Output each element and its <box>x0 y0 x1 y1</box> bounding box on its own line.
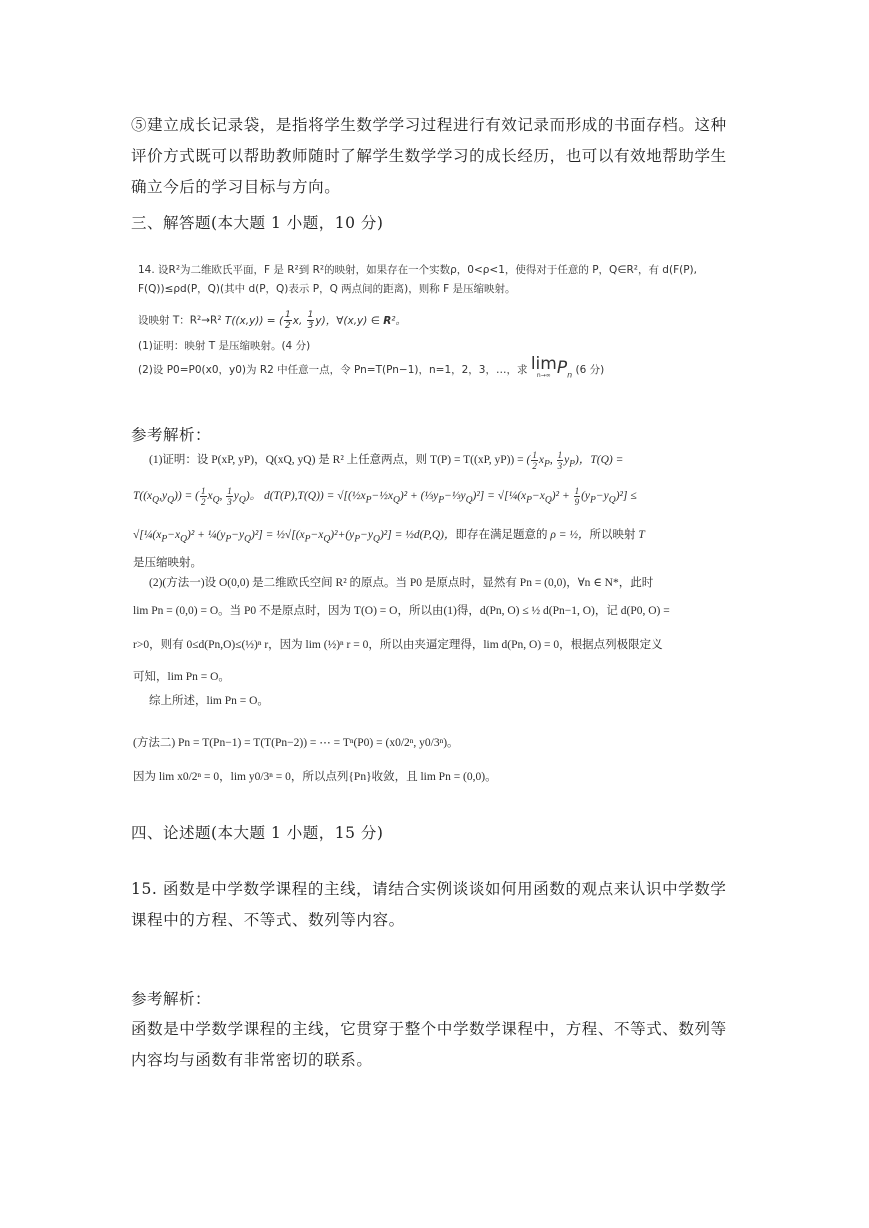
section-heading-4: 四、论述题(本大题 1 小题，15 分) <box>131 824 384 842</box>
solution-line-5: 是压缩映射。 <box>133 557 202 569</box>
solution-line-3: $√[\frac{1}{4}(x_P-x_Q)^2$ + $\frac{1}{4}(y_P-y_Q)^2$] = $\frac{1}{2}√[(x_P-x_Q)^2+(y_P-y_Q)^2]$ = ½d(P,Q)，即存在满足题意的 ρ = ½，所以映射 T <box>133 529 645 545</box>
question-15: 15. 函数是中学数学课程的主线，请结合实例谈谈如何用函数的观点来认识中学数学课程中的方程、不等式、数列等内容。 <box>131 880 727 929</box>
solution-line-8: r>0，则有 0≤d(Pn,O)≤(½)ⁿ r，因为 lim (½)ⁿ r = 0，所以由夹逼定理得，lim d(Pn, O) = 0，根据点列极限定义 <box>133 639 663 651</box>
question-14-line-4: (1)证明：映射 T 是压缩映射。(4 分) <box>138 340 311 352</box>
section-heading-3: 三、解答题(本大题 1 小题，10 分) <box>131 214 384 232</box>
question-14-part-2-score: (6 分) <box>575 364 605 376</box>
question-14-line-1: 14. 设R²为二维欧氏平面，F 是 R²到 R²的映射，如果存在一个实数ρ，0<ρ<1，使得对于任意的 P，Q∈R²，有 d(F(P), <box>138 264 697 276</box>
limit-symbol: lim n→∞ <box>530 354 557 379</box>
solution-line-9: 可知，lim Pn = O。 <box>133 671 230 683</box>
question-14-line-5 <box>138 354 605 383</box>
solution-line-11: (方法二) Pn = T(Pn−1) = T(T(Pn−2)) = ⋯ = Tⁿ(P0) = (x0/2ⁿ, y0/3ⁿ)。 <box>133 737 459 749</box>
mapping-definition-label: 设映射 T：R²→R² <box>138 314 222 327</box>
solution-line-7: lim Pn = (0,0) = O。当 P0 不是原点时，因为 T(O) = O，所以由(1)得，d(Pn, O) ≤ ½ d(Pn−1, O)，记 d(P0, O) = <box>133 605 670 617</box>
question-14-part-2-text: (2)设 P0=P0(x0，y0)为 R2 中任意一点，令 Pn=T(Pn−1)，n=1，2，3，…，求 <box>138 364 528 376</box>
answer-15: 函数是中学数学课程的主线，它贯穿于整个中学数学课程中，方程、不等式、数列等内容均与函数有非常密切的联系。 <box>131 1020 727 1069</box>
question-14-line-3 <box>138 310 406 331</box>
reference-label-2: 参考解析： <box>131 990 212 1008</box>
paragraph-growth-portfolio: ⑤建立成长记录袋，是指将学生数学学习过程进行有效记录而形成的书面存档。这种评价方式既可以帮助教师随时了解学生数学学习的成长经历，也可以有效地帮助学生确立今后的学习目标与方向。 <box>131 116 727 196</box>
solution-line-2: $T((x_Q,y_Q))$ = ( $\frac{1}{2}$ $x_Q$, $\frac{1}{3}$ $y_Q$)。 $d(T(P),T(Q)) = √[(\frac{1}{2}x_P-\frac{1}{2}x_Q)^2$ + $(\frac{1}{3}y_P-\frac{1}{3}y_Q)^2$] = $√[\frac{1}{4}(x_P-x_Q)^2$ + $\frac{1}{9}$ $(y_P-y_Q)^2$] ≤ <box>133 486 637 507</box>
reference-label-1: 参考解析： <box>131 426 212 444</box>
mapping-formula: T((x,y)) = ( $\frac{1}{2}$ x, $\frac{1}{3}$ y)，∀(x,y) ∈ R²。 <box>224 310 406 331</box>
question-14-image <box>138 262 738 402</box>
solution-line-6: (2)(方法一)设 O(0,0) 是二维欧氏空间 R² 的原点。当 P0 是原点时，显然有 Pn = (0,0)，∀n ∈ N*，此时 <box>149 577 654 589</box>
question-14-line-2: F(Q))≤ρd(P，Q)(其中 d(P，Q)表示 P，Q 两点间的距离)，则称 F 是压缩映射。 <box>138 283 516 295</box>
limit-target: $P_n$ <box>556 358 573 380</box>
solution-line-12: 因为 lim x0/2ⁿ = 0，lim y0/3ⁿ = 0，所以点列{Pn}收敛，且 lim Pn = (0,0)。 <box>133 771 497 783</box>
solution-line-1-text: (1)证明：设 P(xP, yP)，Q(xQ, yQ) 是 R² 上任意两点，则 T(P) = T((xP, yP)) = <box>149 454 524 467</box>
solution-14-image <box>133 450 733 795</box>
solution-line-1: (1)证明：设 P(xP, yP)，Q(xQ, yQ) 是 R² 上任意两点，则 T(P) = T((xP, yP)) = ( $\frac{1}{2}$ $x_P$, $\frac{1}{3}$ $y_P$)，T(Q) = <box>149 450 624 471</box>
solution-line-10: 综上所述，lim Pn = O。 <box>149 695 269 707</box>
